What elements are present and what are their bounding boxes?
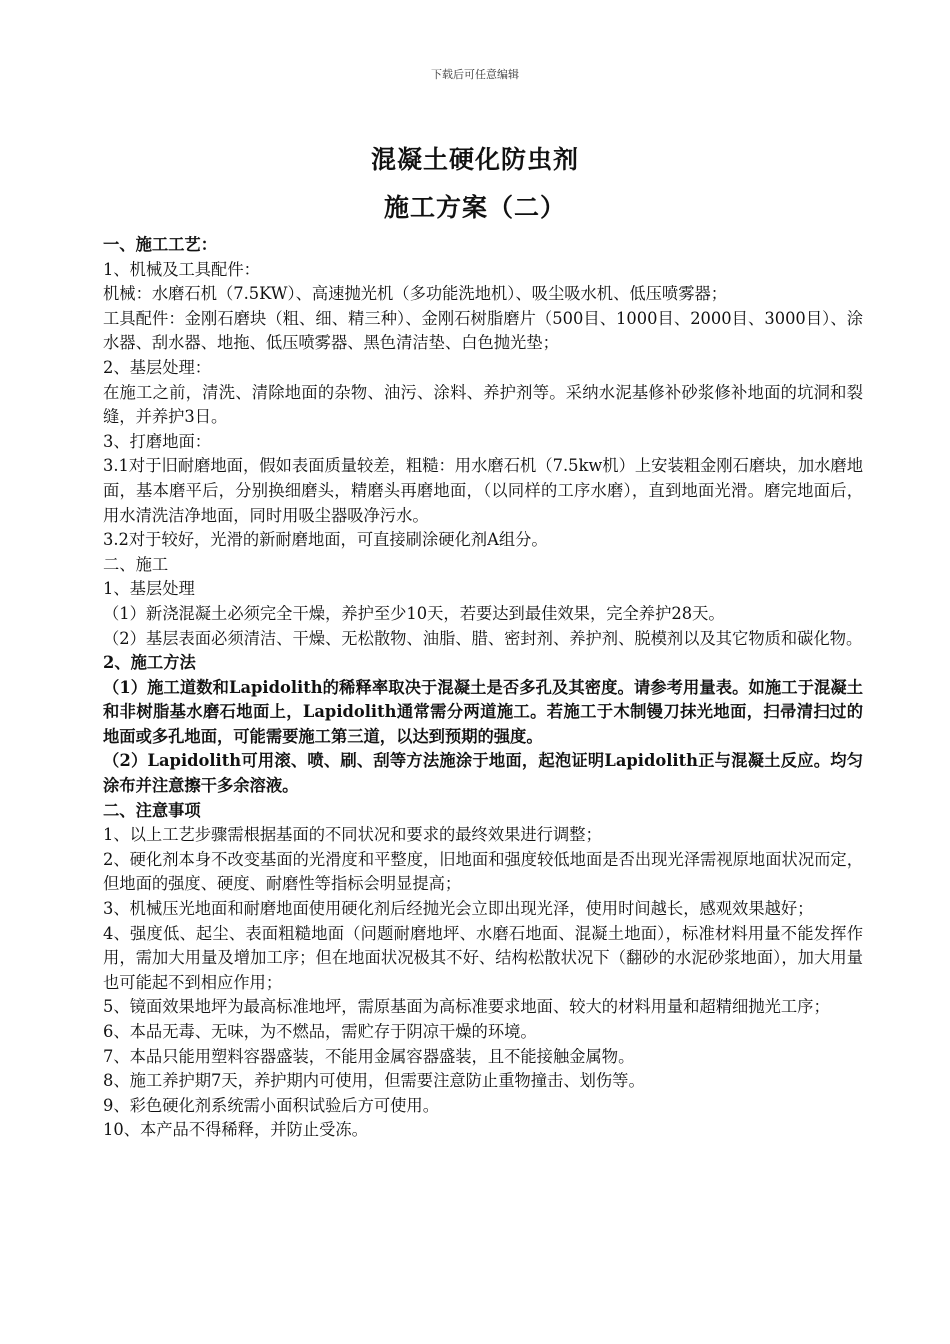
- paragraph: 1、基层处理: [103, 579, 195, 599]
- paragraph: 10、本产品不得稀释，并防止受冻。: [103, 1120, 368, 1140]
- paragraph: 8、施工养护期7天，养护期内可使用，但需要注意防止重物撞击、划伤等。: [103, 1071, 645, 1091]
- paragraph: 3.1对于旧耐磨地面，假如表面质量较差，粗糙：用水磨石机（7.5kw机）上安装粗金刚石磨块，加水磨地面，基本磨平后，分别换细磨头，精磨头再磨地面，（以同样的工序水磨），直到地面光滑。磨完地面后，用水清洗洁净地面，同时用吸尘器吸净污水。: [103, 456, 863, 525]
- document-title: 混凝土硬化防虫剂: [370, 145, 579, 174]
- paragraph: 二、注意事项: [103, 800, 201, 820]
- paragraph: 二、施工: [103, 554, 169, 574]
- paragraph: 2、施工方法: [103, 653, 196, 673]
- paragraph: 1、以上工艺步骤需根据基面的不同状况和要求的最终效果进行调整；: [103, 825, 602, 845]
- document-subtitle: 施工方案（二）: [383, 193, 566, 222]
- paragraph: （1）新浇混凝土必须完全干燥，养护至少10天，若要达到最佳效果，完全养护28天。: [103, 603, 725, 623]
- paragraph: 2、硬化剂本身不改变基面的光滑度和平整度，旧地面和强度较低地面是否出现光泽需视原地面状况而定，但地面的强度、硬度、耐磨性等指标会明显提高；: [103, 849, 863, 894]
- paragraph: 3、机械压光地面和耐磨地面使用硬化剂后经抛光会立即出现光泽，使用时间越长，感观效果越好；: [103, 899, 814, 919]
- paragraph: 一、施工工艺：: [103, 235, 217, 254]
- paragraph: （2）Lapidolith可用滚、喷、刷、刮等方法施涂于地面，起泡证明Lapidolith正与混凝土反应。均匀涂布并注意擦干多余溶液。: [103, 751, 863, 796]
- paragraph: （2）基层表面必须清洁、干燥、无松散物、油脂、腊、密封剂、养护剂、脱模剂以及其它物质和碳化物。: [103, 628, 863, 648]
- paragraph: 机械：水磨石机（7.5KW）、高速抛光机（多功能洗地机）、吸尘吸水机、低压喷雾器；: [103, 284, 728, 304]
- paragraph: 4、强度低、起尘、表面粗糙地面（问题耐磨地坪、水磨石地面、混凝土地面），标准材料用量不能发挥作用，需加大用量及增加工序；但在地面状况极其不好、结构松散状况下（翻砂的水泥砂浆地面），加大用量也可能起不到相应作用；: [103, 923, 863, 992]
- document-body: [103, 233, 863, 1143]
- paragraph: 3.2对于较好，光滑的新耐磨地面，可直接刷涂硬化剂A组分。: [103, 530, 548, 550]
- paragraph: 7、本品只能用塑料容器盛装，不能用金属容器盛装，且不能接触金属物。: [103, 1046, 635, 1066]
- paragraph: 3、打磨地面：: [103, 431, 212, 451]
- paragraph: 1、机械及工具配件：: [103, 259, 260, 279]
- paragraph: 6、本品无毒、无味，为不燃品，需贮存于阴凉干燥的环境。: [103, 1022, 537, 1041]
- paragraph: 5、镜面效果地坪为最高标准地坪，需原基面为高标准要求地面、较大的材料用量和超精细抛光工序；: [103, 997, 830, 1017]
- paragraph: 工具配件：金刚石磨块（粗、细、精三种）、金刚石树脂磨片（500目、1000目、2000目、3000目）、涂水器、刮水器、地拖、低压喷雾器、黑色清洁垫、白色抛光垫；: [103, 308, 863, 353]
- paragraph: 在施工之前，清洗、清除地面的杂物、油污、涂料、养护剂等。采纳水泥基修补砂浆修补地面的坑洞和裂缝，并养护3日。: [103, 382, 863, 427]
- paragraph: （1）施工道数和Lapidolith的稀释率取决于混凝土是否多孔及其密度。请参考用量表。如施工于混凝土和非树脂基水磨石地面上，Lapidolith通常需分两道施工。若施工于木制镘刀抹光地面，扫帚清扫过的地面或多孔地面，可能需要施工第三道，以达到预期的强度。: [103, 677, 863, 746]
- paragraph: 2、基层处理：: [103, 357, 212, 377]
- paragraph: 9、彩色硬化剂系统需小面积试验后方可使用。: [103, 1095, 439, 1115]
- header-note: 下载后可任意编辑: [431, 68, 519, 81]
